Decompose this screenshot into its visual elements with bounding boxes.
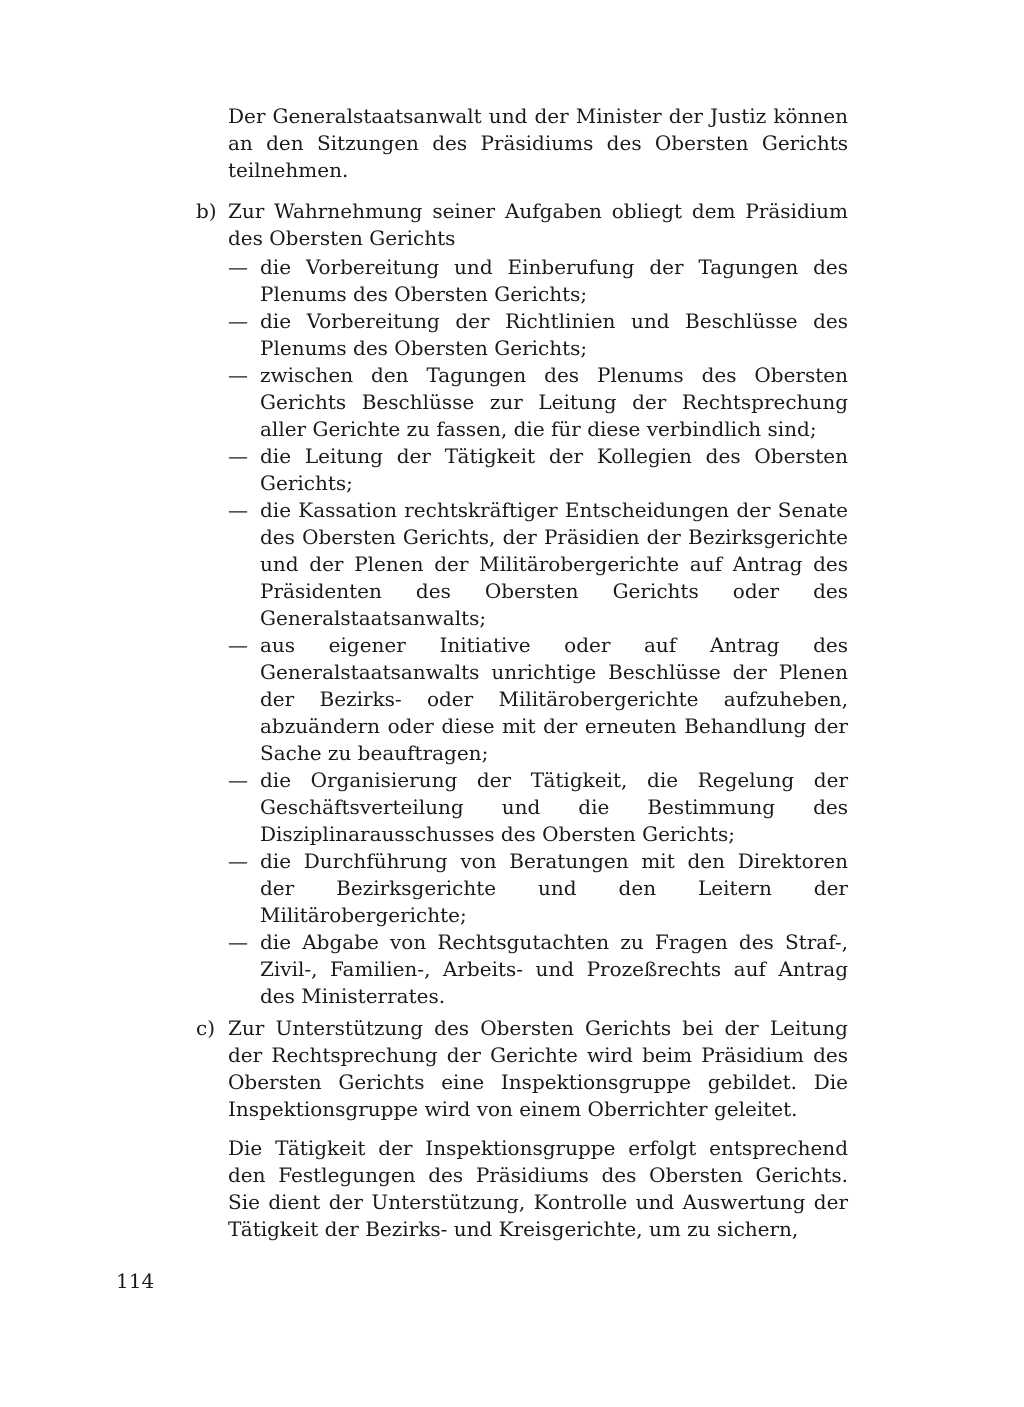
dash-mark: — <box>228 444 248 468</box>
list-item <box>228 362 848 443</box>
list-item-text: aus eigener Initiative oder auf Antrag des Generalstaatsanwalts unrichtige Beschlüsse der Plenen der Bezirks- oder Militärobergerichte aufzuheben, abzuändern oder diese mit der erneuten Behandlung der Sache zu beauftragen; <box>260 633 848 765</box>
section-b-list <box>228 254 848 1010</box>
list-item-text: die Abgabe von Rechtsgutachten zu Fragen des Straf-, Zivil-, Familien-, Arbeits- und Prozeßrechts auf Antrag des Ministerrates. <box>260 930 848 1008</box>
list-item-text: die Vorbereitung der Richtlinien und Beschlüsse des Plenums des Obersten Gerichts; <box>260 309 848 360</box>
page-number: 114 <box>116 1269 155 1293</box>
dash-mark: — <box>228 849 248 873</box>
section-b <box>196 198 848 1010</box>
list-item <box>228 443 848 497</box>
list-item-text: die Vorbereitung und Einberufung der Tagungen des Plenums des Obersten Gerichts; <box>260 255 848 306</box>
section-c <box>196 1015 848 1243</box>
dash-mark: — <box>228 633 248 657</box>
list-item <box>228 632 848 767</box>
dash-mark: — <box>228 768 248 792</box>
section-c-text: Zur Unterstützung des Obersten Gerichts bei der Leitung der Rechtsprechung der Gerichte wird beim Präsidium des Obersten Gerichts eine Inspektionsgruppe gebildet. Die Inspektionsgruppe wird von einem Oberrichter geleitet. <box>228 1016 848 1121</box>
dash-mark: — <box>228 363 248 387</box>
list-item <box>228 497 848 632</box>
dash-mark: — <box>228 930 248 954</box>
dash-mark: — <box>228 498 248 522</box>
list-item <box>228 848 848 929</box>
section-b-lead: Zur Wahrnehmung seiner Aufgaben obliegt dem Präsidium des Obersten Gerichts <box>228 199 848 250</box>
list-item-text: die Kassation rechtskräftiger Entscheidungen der Senate des Obersten Gerichts, der Präsidien der Bezirksgerichte und der Plenen der Militärobergerichte auf Antrag des Präsidenten des Obersten Gerichts oder des Generalstaatsanwalts; <box>260 498 848 630</box>
section-c-label: c) <box>196 1016 216 1040</box>
dash-mark: — <box>228 309 248 333</box>
list-item-text: die Durchführung von Beratungen mit den Direktoren der Bezirksgerichte und den Leitern der Militärobergerichte; <box>260 849 848 927</box>
section-c-body <box>228 1015 848 1243</box>
list-item-text: die Organisierung der Tätigkeit, die Regelung der Geschäftsverteilung und die Bestimmung des Disziplinarausschusses des Obersten Gerichts; <box>260 768 848 846</box>
list-item <box>228 929 848 1010</box>
dash-mark: — <box>228 255 248 279</box>
section-c-text2: Die Tätigkeit der Inspektionsgruppe erfolgt entsprechend den Festlegungen des Präsidiums des Obersten Gerichts. Sie dient der Unterstützung, Kontrolle und Auswertung der Tätigkeit der Bezirks- und Kreisgerichte, um zu sichern, <box>228 1136 848 1241</box>
section-b-body <box>228 198 848 1010</box>
list-item-text: die Leitung der Tätigkeit der Kollegien des Obersten Gerichts; <box>260 444 848 495</box>
list-item <box>228 767 848 848</box>
list-item <box>228 308 848 362</box>
list-item <box>228 254 848 308</box>
section-b-label: b) <box>196 199 217 223</box>
intro-paragraph: Der Generalstaatsanwalt und der Minister der Justiz können an den Sitzungen des Präsidiums des Obersten Gerichts teilnehmen. <box>228 104 848 182</box>
list-item-text: zwischen den Tagungen des Plenums des Obersten Gerichts Beschlüsse zur Leitung der Rechtsprechung aller Gerichte zu fassen, die für diese verbindlich sind; <box>260 363 848 441</box>
